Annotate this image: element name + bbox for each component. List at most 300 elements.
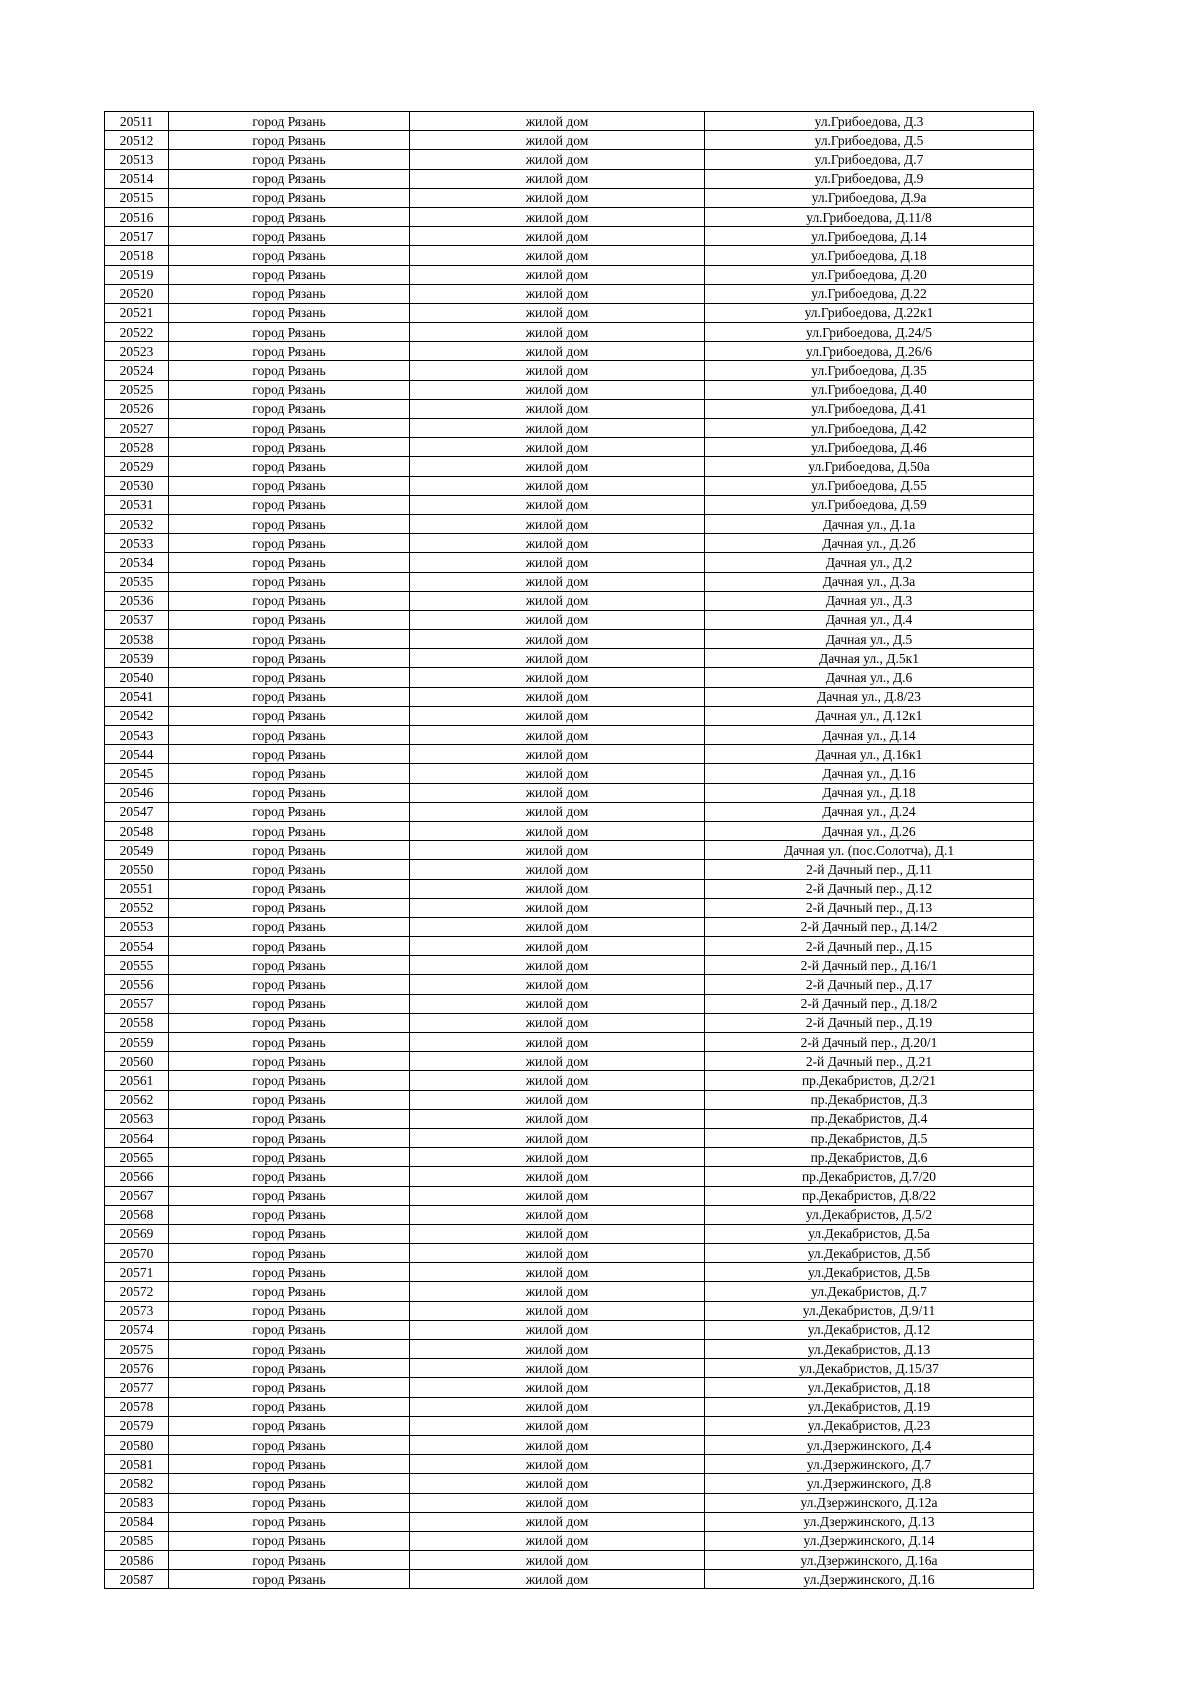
address-cell: ул.Декабристов, Д.15/37 bbox=[705, 1359, 1034, 1378]
table-row bbox=[105, 726, 1034, 745]
table-row bbox=[105, 706, 1034, 725]
row-number-cell: 20514 bbox=[105, 169, 169, 188]
table-body bbox=[105, 112, 1034, 1589]
object-type-cell: жилой дом bbox=[410, 1282, 705, 1301]
address-cell: ул.Грибоедова, Д.24/5 bbox=[705, 323, 1034, 342]
table-row bbox=[105, 937, 1034, 956]
object-type-cell: жилой дом bbox=[410, 1148, 705, 1167]
row-number-cell: 20531 bbox=[105, 495, 169, 514]
object-type-cell: жилой дом bbox=[410, 438, 705, 457]
object-type-cell: жилой дом bbox=[410, 1071, 705, 1090]
address-cell: ул.Декабристов, Д.5а bbox=[705, 1224, 1034, 1243]
row-number-cell: 20561 bbox=[105, 1071, 169, 1090]
address-cell: 2-й Дачный пер., Д.14/2 bbox=[705, 917, 1034, 936]
object-type-cell: жилой дом bbox=[410, 1224, 705, 1243]
row-number-cell: 20571 bbox=[105, 1263, 169, 1282]
table-row bbox=[105, 1224, 1034, 1243]
row-number-cell: 20521 bbox=[105, 303, 169, 322]
object-type-cell: жилой дом bbox=[410, 764, 705, 783]
city-cell: город Рязань bbox=[169, 956, 410, 975]
row-number-cell: 20530 bbox=[105, 476, 169, 495]
table-row bbox=[105, 1455, 1034, 1474]
table-row bbox=[105, 1531, 1034, 1550]
table-row bbox=[105, 1397, 1034, 1416]
city-cell: город Рязань bbox=[169, 572, 410, 591]
object-type-cell: жилой дом bbox=[410, 726, 705, 745]
row-number-cell: 20577 bbox=[105, 1378, 169, 1397]
city-cell: город Рязань bbox=[169, 1474, 410, 1493]
row-number-cell: 20551 bbox=[105, 879, 169, 898]
table-row bbox=[105, 246, 1034, 265]
table-row bbox=[105, 457, 1034, 476]
address-cell: Дачная ул., Д.26 bbox=[705, 821, 1034, 840]
table-row bbox=[105, 879, 1034, 898]
address-cell: ул.Грибоедова, Д.50а bbox=[705, 457, 1034, 476]
row-number-cell: 20585 bbox=[105, 1531, 169, 1550]
table-row bbox=[105, 265, 1034, 284]
table-row bbox=[105, 898, 1034, 917]
table-row bbox=[105, 956, 1034, 975]
table-row bbox=[105, 1244, 1034, 1263]
table-row bbox=[105, 841, 1034, 860]
city-cell: город Рязань bbox=[169, 860, 410, 879]
city-cell: город Рязань bbox=[169, 975, 410, 994]
address-cell: ул.Декабристов, Д.12 bbox=[705, 1320, 1034, 1339]
table-row bbox=[105, 419, 1034, 438]
city-cell: город Рязань bbox=[169, 821, 410, 840]
city-cell: город Рязань bbox=[169, 1531, 410, 1550]
table-row bbox=[105, 1359, 1034, 1378]
city-cell: город Рязань bbox=[169, 994, 410, 1013]
city-cell: город Рязань bbox=[169, 1397, 410, 1416]
address-cell: ул.Грибоедова, Д.14 bbox=[705, 227, 1034, 246]
city-cell: город Рязань bbox=[169, 514, 410, 533]
row-number-cell: 20552 bbox=[105, 898, 169, 917]
address-cell: 2-й Дачный пер., Д.12 bbox=[705, 879, 1034, 898]
table-row bbox=[105, 1474, 1034, 1493]
address-cell: ул.Дзержинского, Д.16а bbox=[705, 1551, 1034, 1570]
object-type-cell: жилой дом bbox=[410, 150, 705, 169]
address-cell: Дачная ул., Д.1а bbox=[705, 514, 1034, 533]
city-cell: город Рязань bbox=[169, 553, 410, 572]
row-number-cell: 20559 bbox=[105, 1033, 169, 1052]
address-cell: Дачная ул., Д.3 bbox=[705, 591, 1034, 610]
object-type-cell: жилой дом bbox=[410, 879, 705, 898]
row-number-cell: 20534 bbox=[105, 553, 169, 572]
city-cell: город Рязань bbox=[169, 534, 410, 553]
city-cell: город Рязань bbox=[169, 303, 410, 322]
row-number-cell: 20533 bbox=[105, 534, 169, 553]
row-number-cell: 20548 bbox=[105, 821, 169, 840]
city-cell: город Рязань bbox=[169, 1128, 410, 1147]
address-cell: Дачная ул., Д.8/23 bbox=[705, 687, 1034, 706]
row-number-cell: 20549 bbox=[105, 841, 169, 860]
table-row bbox=[105, 1128, 1034, 1147]
object-type-cell: жилой дом bbox=[410, 1474, 705, 1493]
object-type-cell: жилой дом bbox=[410, 1167, 705, 1186]
row-number-cell: 20518 bbox=[105, 246, 169, 265]
object-type-cell: жилой дом bbox=[410, 745, 705, 764]
row-number-cell: 20576 bbox=[105, 1359, 169, 1378]
address-cell: ул.Грибоедова, Д.42 bbox=[705, 419, 1034, 438]
object-type-cell: жилой дом bbox=[410, 1455, 705, 1474]
object-type-cell: жилой дом bbox=[410, 207, 705, 226]
address-cell: ул.Грибоедова, Д.5 bbox=[705, 131, 1034, 150]
object-type-cell: жилой дом bbox=[410, 514, 705, 533]
city-cell: город Рязань bbox=[169, 1340, 410, 1359]
table-row bbox=[105, 1071, 1034, 1090]
city-cell: город Рязань bbox=[169, 841, 410, 860]
row-number-cell: 20562 bbox=[105, 1090, 169, 1109]
city-cell: город Рязань bbox=[169, 265, 410, 284]
object-type-cell: жилой дом bbox=[410, 1052, 705, 1071]
object-type-cell: жилой дом bbox=[410, 399, 705, 418]
row-number-cell: 20545 bbox=[105, 764, 169, 783]
table-row bbox=[105, 1378, 1034, 1397]
object-type-cell: жилой дом bbox=[410, 265, 705, 284]
city-cell: город Рязань bbox=[169, 1416, 410, 1435]
table-row bbox=[105, 438, 1034, 457]
table-row bbox=[105, 1205, 1034, 1224]
object-type-cell: жилой дом bbox=[410, 802, 705, 821]
row-number-cell: 20574 bbox=[105, 1320, 169, 1339]
address-cell: ул.Декабристов, Д.5б bbox=[705, 1244, 1034, 1263]
row-number-cell: 20538 bbox=[105, 630, 169, 649]
table-row bbox=[105, 783, 1034, 802]
address-cell: ул.Грибоедова, Д.26/6 bbox=[705, 342, 1034, 361]
object-type-cell: жилой дом bbox=[410, 1416, 705, 1435]
object-type-cell: жилой дом bbox=[410, 898, 705, 917]
row-number-cell: 20563 bbox=[105, 1109, 169, 1128]
object-type-cell: жилой дом bbox=[410, 476, 705, 495]
table-row bbox=[105, 342, 1034, 361]
table-row bbox=[105, 1052, 1034, 1071]
table-row bbox=[105, 553, 1034, 572]
address-cell: 2-й Дачный пер., Д.19 bbox=[705, 1013, 1034, 1032]
object-type-cell: жилой дом bbox=[410, 1205, 705, 1224]
address-cell: ул.Грибоедова, Д.59 bbox=[705, 495, 1034, 514]
object-type-cell: жилой дом bbox=[410, 1128, 705, 1147]
address-cell: ул.Грибоедова, Д.22 bbox=[705, 284, 1034, 303]
object-type-cell: жилой дом bbox=[410, 457, 705, 476]
city-cell: город Рязань bbox=[169, 649, 410, 668]
table-row bbox=[105, 994, 1034, 1013]
table-row bbox=[105, 150, 1034, 169]
city-cell: город Рязань bbox=[169, 1263, 410, 1282]
city-cell: город Рязань bbox=[169, 1013, 410, 1032]
row-number-cell: 20516 bbox=[105, 207, 169, 226]
table-row bbox=[105, 1109, 1034, 1128]
address-cell: ул.Грибоедова, Д.7 bbox=[705, 150, 1034, 169]
table-row bbox=[105, 188, 1034, 207]
table-row bbox=[105, 860, 1034, 879]
object-type-cell: жилой дом bbox=[410, 956, 705, 975]
object-type-cell: жилой дом bbox=[410, 668, 705, 687]
row-number-cell: 20586 bbox=[105, 1551, 169, 1570]
address-cell: ул.Дзержинского, Д.16 bbox=[705, 1570, 1034, 1589]
object-type-cell: жилой дом bbox=[410, 1551, 705, 1570]
table-row bbox=[105, 207, 1034, 226]
table-row bbox=[105, 821, 1034, 840]
address-cell: ул.Грибоедова, Д.9а bbox=[705, 188, 1034, 207]
city-cell: город Рязань bbox=[169, 1148, 410, 1167]
row-number-cell: 20567 bbox=[105, 1186, 169, 1205]
row-number-cell: 20581 bbox=[105, 1455, 169, 1474]
row-number-cell: 20528 bbox=[105, 438, 169, 457]
city-cell: город Рязань bbox=[169, 1570, 410, 1589]
row-number-cell: 20547 bbox=[105, 802, 169, 821]
object-type-cell: жилой дом bbox=[410, 284, 705, 303]
address-cell: ул.Грибоедова, Д.22к1 bbox=[705, 303, 1034, 322]
table-row bbox=[105, 687, 1034, 706]
table-row bbox=[105, 630, 1034, 649]
address-cell: Дачная ул., Д.5к1 bbox=[705, 649, 1034, 668]
address-cell: ул.Грибоедова, Д.18 bbox=[705, 246, 1034, 265]
object-type-cell: жилой дом bbox=[410, 1378, 705, 1397]
city-cell: город Рязань bbox=[169, 630, 410, 649]
city-cell: город Рязань bbox=[169, 399, 410, 418]
address-cell: 2-й Дачный пер., Д.17 bbox=[705, 975, 1034, 994]
city-cell: город Рязань bbox=[169, 898, 410, 917]
object-type-cell: жилой дом bbox=[410, 1340, 705, 1359]
address-cell: Дачная ул., Д.12к1 bbox=[705, 706, 1034, 725]
city-cell: город Рязань bbox=[169, 687, 410, 706]
address-cell: ул.Дзержинского, Д.4 bbox=[705, 1435, 1034, 1454]
table-row bbox=[105, 131, 1034, 150]
city-cell: город Рязань bbox=[169, 1455, 410, 1474]
object-type-cell: жилой дом bbox=[410, 1320, 705, 1339]
address-cell: ул.Декабристов, Д.23 bbox=[705, 1416, 1034, 1435]
row-number-cell: 20511 bbox=[105, 112, 169, 131]
city-cell: город Рязань bbox=[169, 227, 410, 246]
address-cell: 2-й Дачный пер., Д.13 bbox=[705, 898, 1034, 917]
address-cell: 2-й Дачный пер., Д.20/1 bbox=[705, 1033, 1034, 1052]
object-type-cell: жилой дом bbox=[410, 227, 705, 246]
table-row bbox=[105, 591, 1034, 610]
row-number-cell: 20557 bbox=[105, 994, 169, 1013]
table-row bbox=[105, 668, 1034, 687]
table-row bbox=[105, 476, 1034, 495]
object-type-cell: жилой дом bbox=[410, 1244, 705, 1263]
address-cell: ул.Декабристов, Д.18 bbox=[705, 1378, 1034, 1397]
row-number-cell: 20520 bbox=[105, 284, 169, 303]
city-cell: город Рязань bbox=[169, 1301, 410, 1320]
row-number-cell: 20584 bbox=[105, 1512, 169, 1531]
row-number-cell: 20578 bbox=[105, 1397, 169, 1416]
object-type-cell: жилой дом bbox=[410, 687, 705, 706]
city-cell: город Рязань bbox=[169, 323, 410, 342]
table-row bbox=[105, 399, 1034, 418]
address-cell: ул.Дзержинского, Д.14 bbox=[705, 1531, 1034, 1550]
table-row bbox=[105, 1090, 1034, 1109]
table-row bbox=[105, 764, 1034, 783]
table-row bbox=[105, 284, 1034, 303]
address-cell: 2-й Дачный пер., Д.15 bbox=[705, 937, 1034, 956]
table-row bbox=[105, 227, 1034, 246]
city-cell: город Рязань bbox=[169, 1378, 410, 1397]
table-row bbox=[105, 514, 1034, 533]
table-row bbox=[105, 323, 1034, 342]
city-cell: город Рязань bbox=[169, 112, 410, 131]
city-cell: город Рязань bbox=[169, 246, 410, 265]
table-row bbox=[105, 649, 1034, 668]
row-number-cell: 20572 bbox=[105, 1282, 169, 1301]
table-row bbox=[105, 534, 1034, 553]
city-cell: город Рязань bbox=[169, 879, 410, 898]
address-cell: ул.Грибоедова, Д.9 bbox=[705, 169, 1034, 188]
city-cell: город Рязань bbox=[169, 419, 410, 438]
table-row bbox=[105, 1435, 1034, 1454]
city-cell: город Рязань bbox=[169, 764, 410, 783]
table-row bbox=[105, 802, 1034, 821]
object-type-cell: жилой дом bbox=[410, 1033, 705, 1052]
address-cell: Дачная ул., Д.5 bbox=[705, 630, 1034, 649]
address-cell: 2-й Дачный пер., Д.16/1 bbox=[705, 956, 1034, 975]
table-row bbox=[105, 1013, 1034, 1032]
address-cell: Дачная ул., Д.2б bbox=[705, 534, 1034, 553]
address-cell: Дачная ул., Д.6 bbox=[705, 668, 1034, 687]
object-type-cell: жилой дом bbox=[410, 380, 705, 399]
city-cell: город Рязань bbox=[169, 207, 410, 226]
address-cell: 2-й Дачный пер., Д.21 bbox=[705, 1052, 1034, 1071]
object-type-cell: жилой дом bbox=[410, 246, 705, 265]
city-cell: город Рязань bbox=[169, 745, 410, 764]
table-row bbox=[105, 1512, 1034, 1531]
table-row bbox=[105, 1340, 1034, 1359]
address-cell: Дачная ул., Д.4 bbox=[705, 610, 1034, 629]
object-type-cell: жилой дом bbox=[410, 342, 705, 361]
object-type-cell: жилой дом bbox=[410, 323, 705, 342]
address-cell: ул.Декабристов, Д.13 bbox=[705, 1340, 1034, 1359]
city-cell: город Рязань bbox=[169, 361, 410, 380]
table-row bbox=[105, 1167, 1034, 1186]
address-cell: ул.Декабристов, Д.7 bbox=[705, 1282, 1034, 1301]
city-cell: город Рязань bbox=[169, 495, 410, 514]
object-type-cell: жилой дом bbox=[410, 591, 705, 610]
row-number-cell: 20537 bbox=[105, 610, 169, 629]
address-cell: пр.Декабристов, Д.5 bbox=[705, 1128, 1034, 1147]
row-number-cell: 20566 bbox=[105, 1167, 169, 1186]
address-cell: ул.Грибоедова, Д.3 bbox=[705, 112, 1034, 131]
row-number-cell: 20529 bbox=[105, 457, 169, 476]
address-cell: ул.Грибоедова, Д.11/8 bbox=[705, 207, 1034, 226]
table-row bbox=[105, 1263, 1034, 1282]
row-number-cell: 20569 bbox=[105, 1224, 169, 1243]
table-row bbox=[105, 1186, 1034, 1205]
city-cell: город Рязань bbox=[169, 188, 410, 207]
row-number-cell: 20525 bbox=[105, 380, 169, 399]
row-number-cell: 20544 bbox=[105, 745, 169, 764]
city-cell: город Рязань bbox=[169, 1493, 410, 1512]
object-type-cell: жилой дом bbox=[410, 706, 705, 725]
object-type-cell: жилой дом bbox=[410, 553, 705, 572]
address-cell: ул.Дзержинского, Д.7 bbox=[705, 1455, 1034, 1474]
row-number-cell: 20564 bbox=[105, 1128, 169, 1147]
object-type-cell: жилой дом bbox=[410, 994, 705, 1013]
object-type-cell: жилой дом bbox=[410, 1090, 705, 1109]
row-number-cell: 20573 bbox=[105, 1301, 169, 1320]
address-cell: Дачная ул., Д.16 bbox=[705, 764, 1034, 783]
object-type-cell: жилой дом bbox=[410, 917, 705, 936]
table-row bbox=[105, 1416, 1034, 1435]
row-number-cell: 20517 bbox=[105, 227, 169, 246]
address-cell: пр.Декабристов, Д.8/22 bbox=[705, 1186, 1034, 1205]
city-cell: город Рязань bbox=[169, 591, 410, 610]
city-cell: город Рязань bbox=[169, 438, 410, 457]
city-cell: город Рязань bbox=[169, 150, 410, 169]
address-cell: ул.Грибоедова, Д.35 bbox=[705, 361, 1034, 380]
object-type-cell: жилой дом bbox=[410, 1013, 705, 1032]
city-cell: город Рязань bbox=[169, 1167, 410, 1186]
row-number-cell: 20554 bbox=[105, 937, 169, 956]
row-number-cell: 20535 bbox=[105, 572, 169, 591]
object-type-cell: жилой дом bbox=[410, 841, 705, 860]
city-cell: город Рязань bbox=[169, 1071, 410, 1090]
object-type-cell: жилой дом bbox=[410, 495, 705, 514]
row-number-cell: 20582 bbox=[105, 1474, 169, 1493]
row-number-cell: 20583 bbox=[105, 1493, 169, 1512]
city-cell: город Рязань bbox=[169, 1359, 410, 1378]
object-type-cell: жилой дом bbox=[410, 821, 705, 840]
object-type-cell: жилой дом bbox=[410, 1301, 705, 1320]
row-number-cell: 20524 bbox=[105, 361, 169, 380]
city-cell: город Рязань bbox=[169, 342, 410, 361]
address-cell: Дачная ул., Д.14 bbox=[705, 726, 1034, 745]
row-number-cell: 20527 bbox=[105, 419, 169, 438]
object-type-cell: жилой дом bbox=[410, 975, 705, 994]
object-type-cell: жилой дом bbox=[410, 860, 705, 879]
address-cell: ул.Грибоедова, Д.20 bbox=[705, 265, 1034, 284]
city-cell: город Рязань bbox=[169, 1551, 410, 1570]
row-number-cell: 20540 bbox=[105, 668, 169, 687]
address-cell: ул.Грибоедова, Д.46 bbox=[705, 438, 1034, 457]
row-number-cell: 20539 bbox=[105, 649, 169, 668]
housing-registry-table bbox=[104, 111, 1034, 1589]
row-number-cell: 20522 bbox=[105, 323, 169, 342]
city-cell: город Рязань bbox=[169, 610, 410, 629]
address-cell: ул.Грибоедова, Д.41 bbox=[705, 399, 1034, 418]
table-row bbox=[105, 1551, 1034, 1570]
object-type-cell: жилой дом bbox=[410, 937, 705, 956]
object-type-cell: жилой дом bbox=[410, 783, 705, 802]
row-number-cell: 20553 bbox=[105, 917, 169, 936]
city-cell: город Рязань bbox=[169, 1224, 410, 1243]
row-number-cell: 20513 bbox=[105, 150, 169, 169]
table-row bbox=[105, 1320, 1034, 1339]
city-cell: город Рязань bbox=[169, 668, 410, 687]
address-cell: 2-й Дачный пер., Д.11 bbox=[705, 860, 1034, 879]
city-cell: город Рязань bbox=[169, 1090, 410, 1109]
row-number-cell: 20526 bbox=[105, 399, 169, 418]
table-row bbox=[105, 169, 1034, 188]
table-row bbox=[105, 303, 1034, 322]
table-row bbox=[105, 745, 1034, 764]
table-row bbox=[105, 112, 1034, 131]
city-cell: город Рязань bbox=[169, 380, 410, 399]
city-cell: город Рязань bbox=[169, 1109, 410, 1128]
address-cell: пр.Декабристов, Д.6 bbox=[705, 1148, 1034, 1167]
object-type-cell: жилой дом bbox=[410, 1435, 705, 1454]
row-number-cell: 20570 bbox=[105, 1244, 169, 1263]
address-cell: пр.Декабристов, Д.3 bbox=[705, 1090, 1034, 1109]
object-type-cell: жилой дом bbox=[410, 169, 705, 188]
row-number-cell: 20556 bbox=[105, 975, 169, 994]
address-cell: ул.Грибоедова, Д.55 bbox=[705, 476, 1034, 495]
city-cell: город Рязань bbox=[169, 1512, 410, 1531]
row-number-cell: 20512 bbox=[105, 131, 169, 150]
row-number-cell: 20536 bbox=[105, 591, 169, 610]
city-cell: город Рязань bbox=[169, 1244, 410, 1263]
